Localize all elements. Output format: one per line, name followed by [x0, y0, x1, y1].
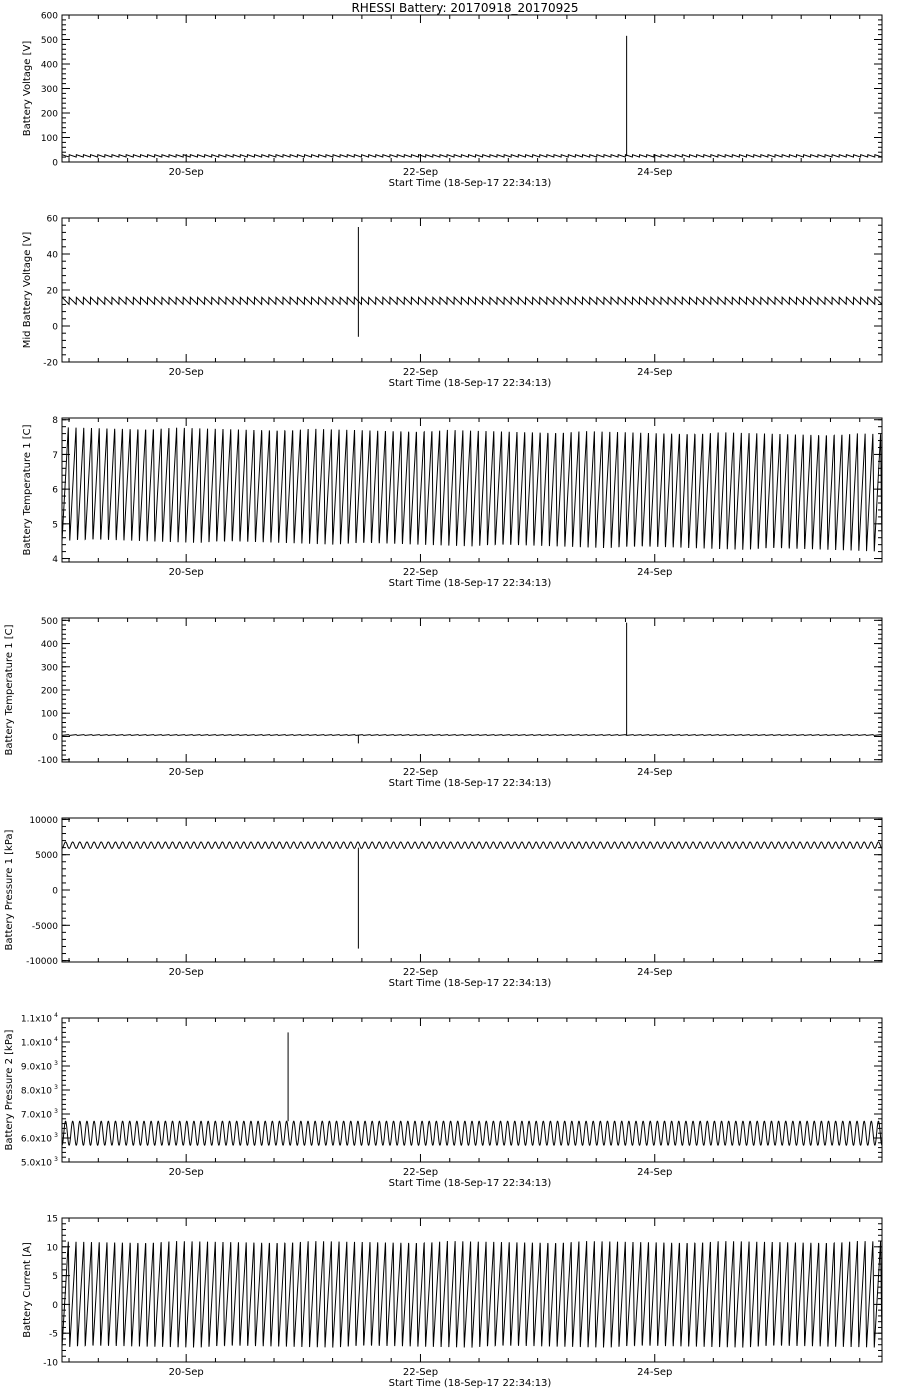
x-tick-label: 20-Sep	[168, 367, 204, 378]
x-axis-label: Start Time (18-Sep-17 22:34:13)	[388, 1178, 552, 1189]
y-tick-label: 200	[40, 109, 58, 120]
x-tick-label: 20-Sep	[168, 167, 204, 178]
y-tick-label: 40	[46, 250, 58, 261]
y-tick-exponent: 3	[54, 1084, 58, 1091]
y-tick-label: 9.0x10	[20, 1062, 52, 1073]
y-tick-label: 5.0x10	[20, 1158, 52, 1169]
y-tick-label: -5	[49, 1329, 58, 1340]
y-tick-label: 500	[40, 616, 58, 627]
y-tick-label: 0	[52, 322, 58, 333]
x-axis-label: Start Time (18-Sep-17 22:34:13)	[388, 378, 552, 389]
y-tick-label: 8	[52, 416, 58, 427]
y-tick-label: 5	[52, 520, 58, 531]
y-tick-exponent: 3	[54, 1108, 58, 1115]
y-tick-exponent: 3	[54, 1132, 58, 1139]
x-axis-label: Start Time (18-Sep-17 22:34:13)	[388, 578, 552, 589]
y-tick-label: -100	[37, 756, 58, 767]
figure-title: RHESSI Battery: 20170918_20170925	[351, 1, 579, 15]
x-tick-label: 20-Sep	[168, 967, 204, 978]
x-tick-label: 22-Sep	[402, 1167, 439, 1178]
y-axis-label: Battery Current [A]	[22, 1242, 33, 1338]
y-tick-label: 100	[40, 134, 58, 144]
y-tick-label: -5000	[31, 921, 58, 932]
y-axis-label: Battery Temperature 1 [C]	[4, 624, 15, 756]
x-tick-label: 20-Sep	[168, 767, 204, 778]
x-tick-label: 24-Sep	[637, 1367, 673, 1378]
x-tick-label: 22-Sep	[402, 1367, 439, 1378]
y-axis-label: Battery Temperature 1 [C]	[22, 424, 33, 556]
y-tick-label: 7.0x10	[20, 1110, 52, 1121]
y-tick-label: 10	[46, 1243, 58, 1254]
x-tick-label: 20-Sep	[168, 567, 204, 578]
y-tick-exponent: 3	[54, 1060, 58, 1067]
y-tick-label: 200	[40, 686, 58, 697]
x-tick-label: 24-Sep	[637, 767, 673, 778]
y-tick-exponent: 4	[54, 1012, 58, 1019]
y-tick-label: 400	[40, 60, 58, 71]
y-tick-label: 5000	[35, 851, 58, 862]
y-tick-label: -10000	[26, 957, 58, 968]
y-axis-label: Mid Battery Voltage [V]	[22, 231, 33, 349]
y-tick-label: 0	[52, 886, 58, 897]
y-tick-label: 500	[40, 36, 58, 46]
y-tick-label: 4	[52, 555, 58, 566]
y-tick-label: 10000	[29, 815, 58, 826]
y-tick-label: -10	[43, 1358, 58, 1369]
y-tick-label: 0	[52, 158, 58, 169]
y-tick-label: 8.0x10	[20, 1086, 52, 1097]
x-tick-label: 24-Sep	[637, 367, 673, 378]
x-tick-label: 20-Sep	[168, 1167, 204, 1178]
y-tick-label: 0	[52, 1300, 58, 1311]
x-tick-label: 22-Sep	[402, 967, 439, 978]
y-axis-label: Battery Pressure 2 [kPa]	[4, 1029, 15, 1151]
x-tick-label: 24-Sep	[637, 1167, 673, 1178]
y-tick-label: 0	[52, 732, 58, 743]
x-axis-label: Start Time (18-Sep-17 22:34:13)	[388, 1378, 552, 1389]
y-tick-label: 1.1x10	[20, 1014, 52, 1025]
x-axis-label: Start Time (18-Sep-17 22:34:13)	[388, 778, 552, 789]
y-axis-label: Battery Pressure 1 [kPa]	[4, 829, 15, 951]
y-tick-label: 6.0x10	[20, 1134, 52, 1145]
y-tick-exponent: 3	[54, 1156, 58, 1163]
y-tick-exponent: 4	[54, 1036, 58, 1043]
y-tick-label: 300	[40, 663, 58, 674]
y-tick-label: 15	[46, 1214, 58, 1225]
x-axis-label: Start Time (18-Sep-17 22:34:13)	[388, 178, 552, 189]
y-tick-label: 6	[52, 485, 58, 496]
y-tick-label: -20	[43, 358, 58, 369]
y-tick-label: 1.0x10	[20, 1038, 52, 1049]
x-axis-label: Start Time (18-Sep-17 22:34:13)	[388, 978, 552, 989]
y-tick-label: 600	[40, 11, 58, 22]
y-tick-label: 20	[46, 286, 58, 297]
y-axis-label: Battery Voltage [V]	[22, 40, 33, 137]
y-tick-label: 60	[46, 214, 58, 225]
y-tick-label: 400	[40, 640, 58, 651]
x-tick-label: 24-Sep	[637, 167, 673, 178]
y-tick-label: 100	[40, 709, 58, 720]
x-tick-label: 22-Sep	[402, 567, 439, 578]
y-tick-label: 300	[40, 85, 58, 95]
x-tick-label: 24-Sep	[637, 967, 673, 978]
y-tick-label: 7	[52, 450, 58, 461]
x-tick-label: 22-Sep	[402, 367, 439, 378]
y-tick-label: 5	[52, 1272, 58, 1283]
x-tick-label: 24-Sep	[637, 567, 673, 578]
x-tick-label: 22-Sep	[402, 767, 439, 778]
x-tick-label: 20-Sep	[168, 1367, 204, 1378]
x-tick-label: 22-Sep	[402, 167, 439, 178]
